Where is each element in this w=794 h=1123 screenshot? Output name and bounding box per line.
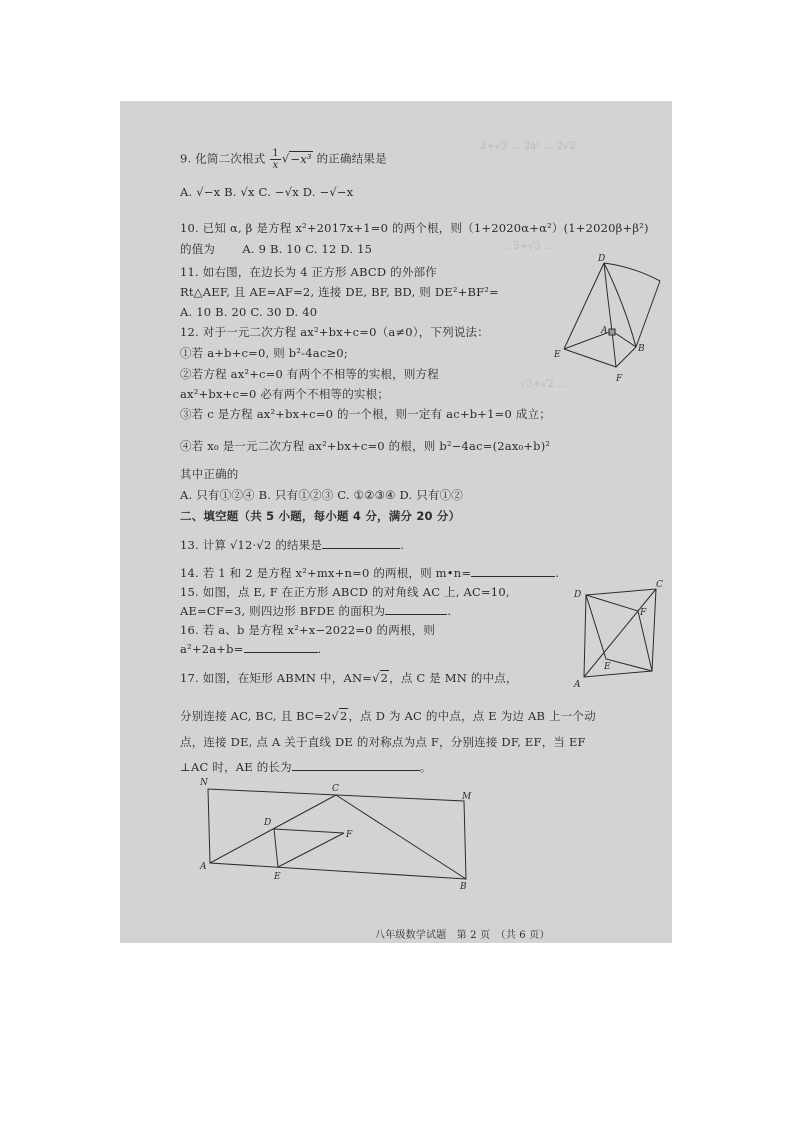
q13-text: 13. 计算 √12·√2 的结果是: [180, 538, 323, 552]
q9-options: A. √−x B. √x C. −√x D. −√−x: [180, 185, 354, 199]
q11-label-B: B: [638, 344, 645, 354]
q11-label-A: A: [601, 326, 608, 336]
section-fill-in-title: 二、填空题（共 5 小题，每小题 4 分，满分 20 分）: [180, 509, 461, 523]
bleed-through-text: 2+√3 … 2a² … 2√2: [480, 141, 576, 152]
q17-radicand-2: 2: [339, 709, 348, 723]
q9-suffix: 的正确结果是: [316, 151, 387, 166]
q17-rectangle-ABMN: [208, 789, 466, 879]
q15-answer-blank[interactable]: [385, 614, 447, 615]
q17-line3: 点，连接 DE, 点 A 关于直线 DE 的对称点为点 F，分别连接 DF, EF，当 EF: [180, 735, 586, 749]
q11-options: A. 10 B. 20 C. 30 D. 40: [180, 305, 318, 319]
q17-line4: [180, 760, 432, 774]
q17-line2b: ，点 D 为 AC 的中点，点 E 为边 AB 上一个动: [348, 709, 596, 723]
q12-statement-4: ④若 x₀ 是一元二次方程 ax²+bx+c=0 的根，则 b²−4ac=(2ax₀+b)²: [180, 439, 551, 453]
q17-answer-blank[interactable]: [292, 770, 420, 771]
q17-label-M: M: [462, 792, 472, 802]
q11-line1: 11. 如右图，在边长为 4 正方形 ABCD 的外部作: [180, 265, 437, 279]
q13-answer-blank[interactable]: [322, 548, 400, 549]
q17-segment-DF: [274, 829, 344, 833]
q16-end: .: [317, 642, 322, 656]
q15-label-F: F: [640, 608, 647, 618]
bleed-through-text: … 5+√3 …: [500, 241, 554, 252]
q16-answer-blank[interactable]: [244, 652, 318, 653]
q14-text: 14. 若 1 和 2 是方程 x²+mx+n=0 的两根，则 m•n=: [180, 566, 472, 580]
q17-line1: 17. 如图，在矩形 ABMN 中，AN=√2，点 C 是 MN 的中点，: [180, 671, 518, 685]
q17-radicand-1: 2: [380, 671, 389, 685]
q11-edge-DA: [604, 263, 612, 331]
q14: [180, 566, 559, 580]
q12-ask: 其中正确的: [180, 467, 239, 481]
q17-segment-EF: [278, 833, 344, 867]
q15-diagonal-AC: [584, 589, 656, 677]
q16-line1: 16. 若 a、b 是方程 x²+x−2022=0 的两根，则: [180, 623, 436, 637]
q15-label-D: D: [574, 590, 582, 600]
q17-label-C: C: [332, 784, 339, 794]
q12-statement-2a: ②若方程 ax²+c=0 有两个不相等的实根，则方程: [180, 367, 439, 381]
q10-line1: 10. 已知 α, β 是方程 x²+2017x+1=0 的两个根，则（1+2020α+α²）(1+2020β+β²): [180, 221, 649, 235]
q17-segment-AC: [210, 795, 336, 863]
q12-statement-1: ①若 a+b+c=0, 则 b²-4ac≥0;: [180, 346, 348, 360]
q17-label-B: B: [460, 882, 467, 892]
q15-label-E: E: [604, 662, 611, 672]
q11-edge-EAB: [564, 331, 636, 349]
q17-label-N: N: [200, 778, 208, 788]
q11-right-angle-mark: [609, 329, 615, 335]
q16-line2-text: a²+2a+b=: [180, 642, 244, 656]
q12-line1: 12. 对于一元二次方程 ax²+bx+c=0（a≠0），下列说法：: [180, 325, 489, 339]
q16-line2: [180, 642, 321, 656]
q12-options: A. 只有①②④ B. 只有①②③ C. ①②③④ D. 只有①②: [180, 488, 464, 502]
q17-figure: [198, 775, 480, 893]
q11-edge-EFB: [564, 347, 636, 367]
q9-radicand: −x³: [290, 151, 312, 166]
q13: [180, 538, 404, 552]
q12-statement-2b: ax²+bx+c=0 必有两个不相等的实根；: [180, 387, 390, 401]
q9-fraction: [270, 148, 281, 171]
q14-answer-blank[interactable]: [471, 576, 555, 577]
q11-edge-CB: [636, 281, 660, 347]
q17-segment-BC: [336, 795, 466, 879]
q15-line2-text: AE=CF=3, 则四边形 BFDE 的面积为: [180, 604, 386, 618]
q9-prefix: 9. 化简二次根式: [180, 151, 266, 166]
q15-line1: 15. 如图，点 E, F 在正方形 ABCD 的对角线 AC 上, AC=10,: [180, 585, 510, 599]
q11-label-F: F: [616, 374, 623, 384]
q11-edge-DC: [604, 263, 660, 281]
q17-line4-text: ⊥AC 时，AE 的长为: [180, 760, 292, 774]
q11-label-D: D: [598, 254, 606, 264]
q17-label-F: F: [346, 830, 353, 840]
q17-end: 。: [419, 760, 432, 774]
q14-end: .: [555, 566, 560, 580]
q15-end: .: [447, 604, 452, 618]
q17-line1a: 17. 如图，在矩形 ABMN 中，AN=: [180, 671, 373, 685]
q17-line1b: ，点 C 是 MN 的中点，: [389, 671, 518, 685]
q10-line2: 的值为 A. 9 B. 10 C. 12 D. 15: [180, 242, 373, 256]
q11-label-E: E: [554, 350, 561, 360]
q15-line2: [180, 604, 451, 618]
q17-label-D: D: [264, 818, 272, 828]
bleed-through-text: √3+√2 …: [520, 379, 568, 390]
q17-segment-DE: [274, 829, 278, 867]
q15-figure: [572, 577, 664, 689]
q12-statement-3: ③若 c 是方程 ax²+bx+c=0 的一个根，则一定有 ac+b+1=0 成立；: [180, 407, 551, 421]
exam-paper: [120, 101, 672, 943]
q13-end: .: [400, 538, 404, 552]
q9-stem: 9. 化简二次根式 $\frac{1}{x}$ √−x³ 的正确结果是: [180, 148, 387, 171]
q17-line2a: 分别连接 AC, BC, 且 BC=2: [180, 709, 332, 723]
q11-edge-AF: [612, 331, 616, 367]
q9-frac-den: x: [272, 160, 279, 171]
q11-line2: Rt△AEF, 且 AE=AF=2, 连接 DE, BF, BD, 则 DE²+BF²=: [180, 285, 499, 299]
page-footer: 八年级数学试题 第 2 页 （共 6 页）: [375, 930, 550, 941]
q15-label-C: C: [656, 580, 663, 590]
q15-label-A: A: [574, 680, 581, 689]
q9-frac-num: 1: [272, 148, 279, 159]
q17-label-E: E: [274, 872, 281, 882]
q17-label-A: A: [200, 862, 207, 872]
q17-line2: 分别连接 AC, BC, 且 BC=2√2，点 D 为 AC 的中点，点 E 为边 AB 上一个动: [180, 709, 596, 723]
q11-figure: [552, 253, 662, 391]
